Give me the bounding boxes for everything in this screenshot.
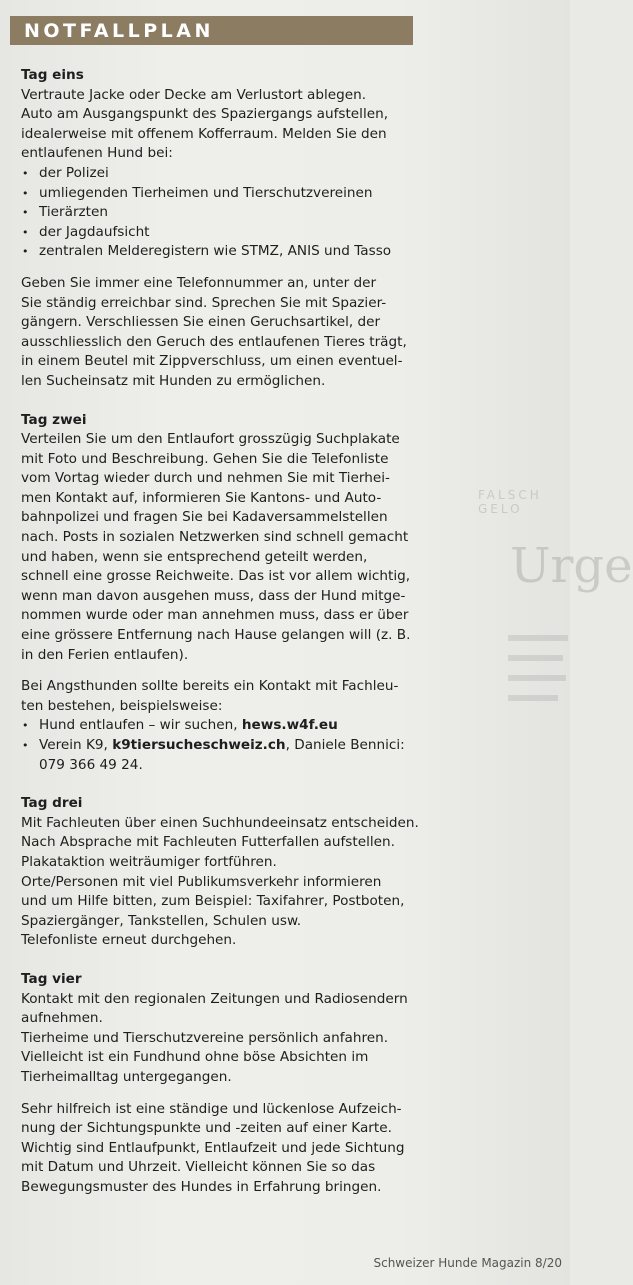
page-footer: Schweizer Hunde Magazin 8/20 [373, 1256, 562, 1270]
day1-para2-line: Sie ständig erreichbar sind. Sprechen Sie mit Spazier- [21, 294, 387, 311]
show-through-script: Urge [510, 538, 633, 594]
bullet-icon: • [22, 719, 29, 733]
bullet-icon: • [22, 166, 29, 180]
day2-line: Verteilen Sie um den Entlaufort grosszügig Suchplakate [21, 431, 400, 448]
day4-line: Tierheimalltag untergegangen. [21, 1068, 232, 1085]
show-through-caps: FALSCH GELO [478, 488, 542, 516]
list-item: • zentralen Melderegistern wie STMZ, ANIS und Tasso [21, 242, 421, 262]
list-item: • der Jagdaufsicht [21, 223, 421, 243]
day4-line: aufnehmen. [21, 1010, 103, 1027]
bullet-icon: • [22, 186, 29, 200]
day2-contact-list [21, 716, 421, 775]
day2-line: eine grössere Entfernung nach Hause gelangen will (z. B. [21, 627, 411, 644]
day4-para2-line: Bewegungsmuster des Hundes in Erfahrung bringen. [21, 1178, 382, 1195]
day2-line: schnell eine grosse Reichweite. Das ist vor allem wichtig, [21, 568, 411, 585]
day4-para2-line: Sehr hilfreich ist eine ständige und lückenlose Aufzeich- [21, 1100, 402, 1117]
day1-line: Vertraute Jacke oder Decke am Verlustort ablegen. [21, 86, 367, 103]
day1-para2-line: Geben Sie immer eine Telefonnummer an, unter der [21, 274, 377, 291]
day4-heading: Tag vier [21, 970, 82, 987]
day2-line: mit Foto und Beschreibung. Gehen Sie die Telefonliste [21, 450, 389, 467]
day2-line: nommen wurde oder man annehmen muss, dass er über [21, 607, 409, 624]
show-through-text [420, 470, 633, 730]
day4-para2-line: nung der Sichtungspunkte und -zeiten auf einer Karte. [21, 1120, 392, 1137]
list-item: • umliegenden Tierheimen und Tierschutzvereinen [21, 184, 421, 204]
day3-line: Telefonliste erneut durchgehen. [21, 932, 237, 949]
day1-para2-line: gängern. Verschliessen Sie einen Geruchsartikel, der [21, 314, 381, 331]
phone-number: 079 366 49 24. [39, 756, 143, 773]
bullet-icon: • [22, 206, 29, 220]
day1-contact-list [21, 164, 421, 262]
bullet-icon: • [22, 225, 29, 239]
day1-para2-line: ausschliesslich den Geruch des entlaufenen Tieres trägt, [21, 333, 407, 350]
day3-line: Plakataktion weiträumiger fortführen. [21, 853, 277, 870]
day3-line: Orte/Personen mit viel Publikumsverkehr informieren [21, 873, 382, 890]
day4-line: Vielleicht ist ein Fundhund ohne böse Absichten im [21, 1049, 369, 1066]
day2-line: nach. Posts in sozialen Netzwerken sind schnell gemacht [21, 529, 409, 546]
day2-line: in den Ferien entlaufen). [21, 646, 189, 663]
hews-link[interactable]: hews.w4f.eu [241, 717, 338, 734]
day2-line: bahnpolizei und fragen Sie bei Kadaversammelstellen [21, 509, 388, 526]
day1-heading: Tag eins [21, 67, 84, 83]
day1-para2-line: in einem Beutel mit Zippverschluss, um einen eventuel- [21, 353, 403, 370]
day4-para2-line: mit Datum und Uhrzeit. Vielleicht können Sie so das [21, 1159, 376, 1176]
day3-line: Nach Absprache mit Fachleuten Futterfallen aufstellen. [21, 834, 395, 851]
bullet-icon: • [22, 245, 29, 259]
list-item: • der Polizei [21, 164, 421, 184]
day2-line: wenn man davon ausgehen muss, dass der Hund mitge- [21, 587, 406, 604]
day4-line: Tierheime und Tierschutzvereine persönlich anfahren. [21, 1029, 389, 1046]
section-banner [10, 16, 413, 45]
day2-para2-line: Bei Angsthunden sollte bereits ein Kontakt mit Fachleu- [21, 678, 399, 695]
bullet-icon: • [22, 739, 29, 752]
list-item: • Hund entlaufen – wir suchen, hews.w4f.eu [21, 716, 421, 736]
day3-line: Mit Fachleuten über einen Suchhundeeinsatz entscheiden. [21, 814, 419, 831]
day1-line: entlaufenen Hund bei: [21, 145, 173, 162]
day4-line: Kontakt mit den regionalen Zeitungen und Radiosendern [21, 990, 408, 1007]
list-item: • Tierärzten [21, 203, 421, 223]
k9-link[interactable]: k9tiersucheschweiz.ch [112, 737, 286, 753]
section-title: NOTFALLPLAN [24, 20, 214, 42]
day2-heading: Tag zwei [21, 411, 87, 428]
day1-para2-line: len Sucheinsatz mit Hunden zu ermöglichen. [21, 372, 326, 389]
day3-line: und um Hilfe bitten, zum Beispiel: Taxifahrer, Postboten, [21, 893, 405, 910]
article-body [21, 66, 421, 1197]
list-item: • Verein K9, k9tiersucheschweiz.ch, Daniele Bennici: 079 366 49 24. [22, 737, 405, 773]
day2-para2-line: ten bestehen, beispielsweise: [21, 697, 223, 714]
day4-para2-line: Wichtig sind Entlaufpunkt, Entlaufzeit und jede Sichtung [21, 1139, 405, 1156]
day3-line: Spaziergänger, Tankstellen, Schulen usw. [21, 912, 302, 929]
day1-line: idealerweise mit offenem Kofferraum. Melden Sie den [21, 125, 387, 142]
day2-line: und haben, wenn sie entsprechend geteilt werden, [21, 548, 368, 565]
day3-heading: Tag drei [21, 795, 83, 812]
day2-line: vom Vortag wieder durch und nehmen Sie mit Tierhei- [21, 470, 390, 487]
day2-line: men Kontakt auf, informieren Sie Kantons- und Auto- [21, 489, 382, 506]
day1-line: Auto am Ausgangspunkt des Spaziergangs aufstellen, [21, 106, 389, 123]
